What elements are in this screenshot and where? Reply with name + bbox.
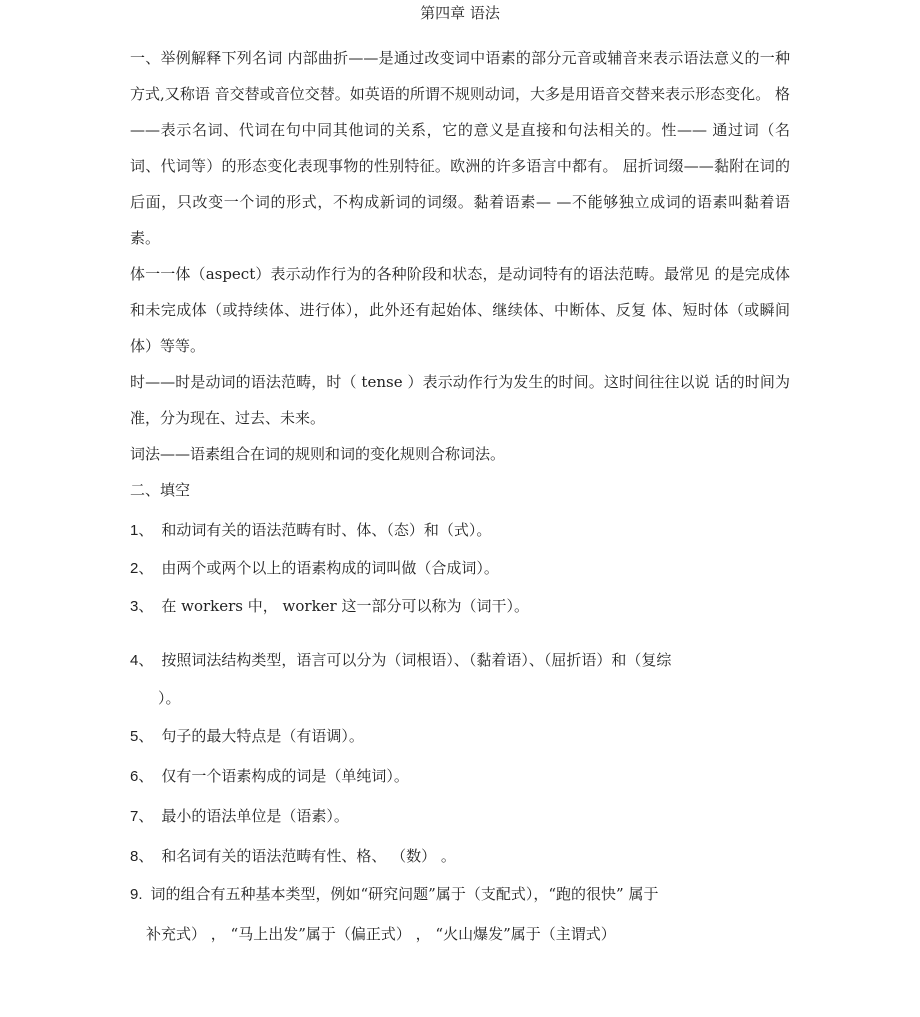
list-item: [130, 884, 658, 905]
page-title: 第四章 语法: [420, 4, 500, 22]
item-number: 6、: [130, 768, 154, 785]
item-text: 词的组合有五种基本类型，例如“研究问题”属于（支配式），“跑的很快” 属于: [150, 885, 659, 903]
list-item: [130, 596, 529, 617]
item-text: 句子的最大特点是（有语调）。: [161, 727, 364, 745]
list-item: [130, 806, 349, 827]
list-item: [130, 766, 409, 787]
item-number: 4、: [130, 652, 154, 669]
item-text: 仅有一个语素构成的词是（单纯词）。: [161, 767, 409, 785]
paragraph-tense: 时——时是动词的语法范畴，时（ tense ）表示动作行为发生的时间。这时间往往以说 话的时间为准，分为现在、过去、未来。: [130, 373, 790, 427]
list-item: [130, 726, 364, 747]
item-text: 和名词有关的语法范畴有性、格、 （数） 。: [161, 847, 456, 865]
list-item: [130, 520, 491, 541]
item-text: 和动词有关的语法范畴有时、体、（态）和（式）。: [161, 521, 492, 539]
item-number: 3、: [130, 598, 154, 615]
list-item-continuation: ）。: [158, 689, 181, 707]
item-number: 1、: [130, 522, 154, 539]
list-item: [130, 558, 499, 579]
paragraph-aspect: 体一一体（aspect）表示动作行为的各种阶段和状态，是动词特有的语法范畴。最常见 的是完成体和未完成体（或持续体、进行体），此外还有起始体、继续体、中断体、反复 体、短时体（或瞬间体）等等。: [130, 265, 790, 355]
item-number: 5、: [130, 728, 154, 745]
list-item: [130, 846, 456, 867]
paragraph-morphology: 词法——语素组合在词的规则和词的变化规则合称词法。: [130, 445, 506, 463]
paragraph-terms-1: 一、举例解释下列名词 内部曲折——是通过改变词中语素的部分元音或辅音来表示语法意义的一种方式,又称语 音交替或音位交替。如英语的所谓不规则动词，大多是用语音交替来表示形态变化。 格——表示名词、代词在句中同其他词的关系，它的意义是直接和句法相关的。性—— 通过词（名词、代词等）的形态变化表现事物的性别特征。欧洲的许多语言中都有。 屈折词缀——黏附在词的后面，只改变一个词的形式，不构成新词的词缀。黏着语素— —不能够独立成词的语素叫黏着语素。: [130, 49, 790, 247]
list-item: [130, 650, 671, 671]
item-text: 由两个或两个以上的语素构成的词叫做（合成词）。: [161, 559, 499, 577]
item-number: 2、: [130, 560, 154, 577]
item-text: 最小的语法单位是（语素）。: [161, 807, 349, 825]
item-text: 按照词法结构类型，语言可以分为（词根语）、（黏着语）、（屈折语）和（复综: [161, 651, 672, 669]
list-item-continuation: 补充式） ， “马上出发”属于（偏正式） ， “火山爆发”属于（主谓式）: [146, 925, 616, 943]
section-heading-fill-blank: 二、填空: [130, 481, 191, 499]
item-text: 在 workers 中， worker 这一部分可以称为（词干）。: [161, 597, 529, 615]
item-number: 9.: [130, 886, 143, 903]
item-number: 7、: [130, 808, 154, 825]
item-number: 8、: [130, 848, 154, 865]
